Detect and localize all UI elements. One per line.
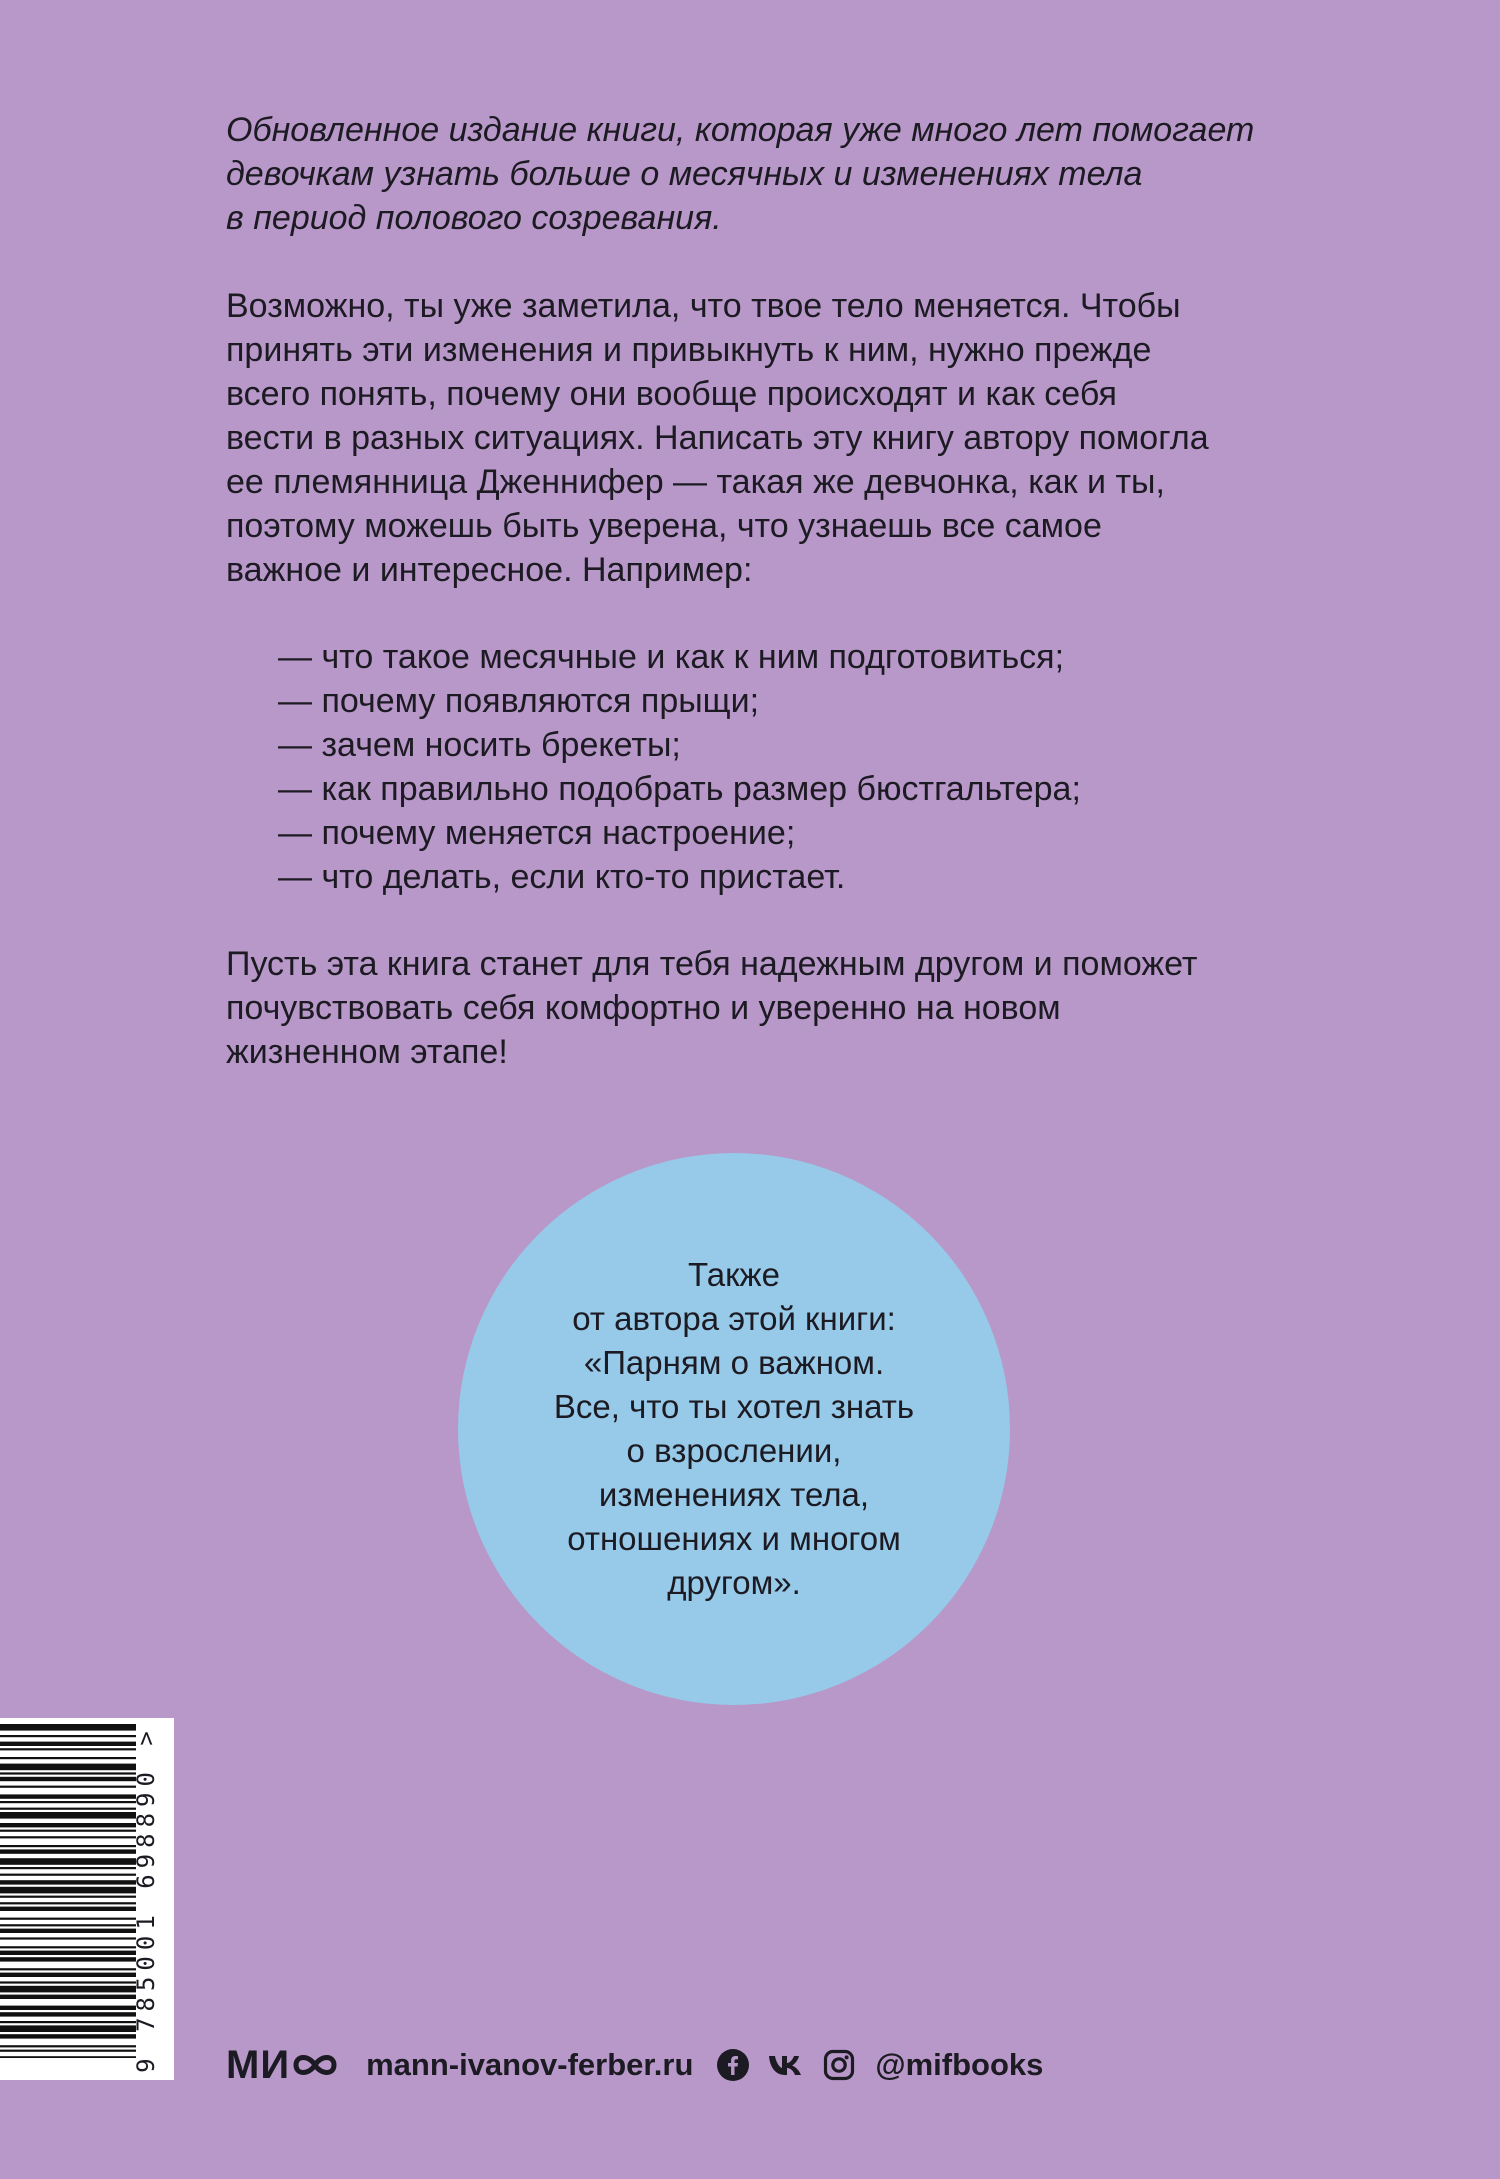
- logo-text: МИ: [226, 2042, 291, 2087]
- barcode-bar: [0, 1845, 136, 1847]
- vk-icon[interactable]: [767, 2053, 805, 2077]
- barcode-bar: [0, 1995, 136, 1999]
- barcode-bar: [0, 1757, 136, 1759]
- lead-line: ее племянница Дженнифер — такая же девчонка, как и ты,: [226, 463, 1165, 501]
- barcode-bar: [0, 1724, 136, 1731]
- barcode-bar: [0, 1748, 136, 1750]
- circle-line: Также: [688, 1256, 780, 1293]
- barcode-bar: [0, 2050, 136, 2052]
- barcode-bar: [0, 1849, 136, 1853]
- barcode-bar: [0, 1902, 136, 1904]
- list-item: — почему появляются прыщи;: [278, 679, 1366, 723]
- barcode-bar: [0, 1981, 136, 1983]
- circle-line: отношениях и многом: [567, 1520, 901, 1557]
- barcode-bar: [0, 1924, 136, 1926]
- barcode-bar: [0, 1937, 136, 1939]
- list-item: — почему меняется настроение;: [278, 811, 1366, 855]
- barcode-bar: [0, 1786, 136, 1788]
- barcode-bar: [0, 1867, 136, 1869]
- intro-line: Обновленное издание книги, которая уже много лет помогает: [226, 111, 1255, 149]
- barcode-bar: [0, 2012, 136, 2016]
- also-by-author-text: [514, 1253, 954, 1605]
- barcode-bar: [0, 1887, 136, 1894]
- closing-line: Пусть эта книга станет для тебя надежным другом и поможет: [226, 945, 1198, 983]
- barcode-bar: [0, 2034, 136, 2038]
- barcode-bar: [0, 1794, 136, 1798]
- barcode-bar: [0, 1772, 136, 1774]
- barcode-bar: [0, 1874, 136, 1876]
- barcode-bar: [0, 1836, 136, 1838]
- closing-line: почувствовать себя комфортно и уверенно на новом: [226, 989, 1061, 1027]
- circle-line: другом».: [667, 1564, 801, 1601]
- closing-line: жизненном этапе!: [226, 1033, 508, 1071]
- barcode-bar: [0, 1880, 136, 1884]
- social-handle[interactable]: @mifbooks: [875, 2047, 1044, 2082]
- barcode-bar: [0, 1777, 136, 1781]
- lead-line: поэтому можешь быть уверена, что узнаешь все самое: [226, 507, 1102, 545]
- isbn-digits: 9 785001 698890 >: [132, 1725, 160, 2073]
- intro-paragraph: [226, 108, 1366, 240]
- publisher-footer: [226, 2043, 1043, 2087]
- barcode-bar: [0, 1858, 136, 1865]
- barcode-bar: [0, 1946, 136, 1948]
- barcode-bar: [0, 1957, 136, 1961]
- barcode-bar: [0, 2045, 136, 2047]
- barcode: [0, 1718, 174, 2080]
- barcode-bar: [0, 1896, 136, 1898]
- barcode-bar: [0, 1764, 136, 1771]
- list-item: — что делать, если кто-то пристает.: [278, 855, 1366, 899]
- circle-line: от автора этой книги:: [572, 1300, 896, 1337]
- barcode-bar: [0, 2056, 136, 2058]
- publisher-logo: [226, 2043, 338, 2088]
- barcode-bar: [0, 1735, 136, 1737]
- barcode-bar: [0, 2025, 136, 2032]
- lead-paragraph: [226, 284, 1366, 592]
- list-item: — зачем носить брекеты;: [278, 723, 1366, 767]
- barcode-bar: [0, 1973, 136, 1977]
- topics-list: [226, 635, 1366, 899]
- barcode-bar: [0, 1823, 136, 1827]
- circle-line: о взрослении,: [626, 1432, 842, 1469]
- infinity-icon: [292, 2052, 338, 2078]
- list-item: — как правильно подобрать размер бюстгальтера;: [278, 767, 1366, 811]
- description-block: [226, 108, 1366, 1074]
- barcode-bar: [0, 1907, 136, 1911]
- lead-line: вести в разных ситуациях. Написать эту книгу автору помогла: [226, 419, 1209, 457]
- circle-line: изменениях тела,: [598, 1476, 870, 1513]
- barcode-bar: [0, 2021, 136, 2023]
- barcode-bar: [0, 1830, 136, 1832]
- barcode-bar: [0, 1808, 136, 1810]
- barcode-bar: [0, 1929, 136, 1933]
- also-by-author-circle: [458, 1153, 1010, 1705]
- barcode-bar: [0, 1986, 136, 1993]
- barcode-bar: [0, 1918, 136, 1920]
- barcode-bar: [0, 1951, 136, 1955]
- intro-line: девочкам узнать больше о месячных и изменениях тела: [226, 155, 1143, 193]
- lead-line: Возможно, ты уже заметила, что твое тело меняется. Чтобы: [226, 287, 1181, 325]
- barcode-bars: [0, 1724, 136, 2058]
- website-link[interactable]: mann-ivanov-ferber.ru: [366, 2047, 694, 2082]
- circle-line: Все, что ты хотел знать: [553, 1388, 915, 1425]
- barcode-bar: [0, 1812, 136, 1819]
- circle-line: «Парням о важном.: [583, 1344, 885, 1381]
- instagram-icon[interactable]: [823, 2049, 855, 2081]
- lead-line: всего понять, почему они вообще происходят и как себя: [226, 375, 1117, 413]
- facebook-icon[interactable]: [717, 2049, 749, 2081]
- barcode-bar: [0, 2006, 136, 2010]
- lead-line: важное и интересное. Например:: [226, 551, 753, 589]
- barcode-bar: [0, 1968, 136, 1970]
- list-item: — что такое месячные и как к ним подготовиться;: [278, 635, 1366, 679]
- barcode-bar: [0, 1801, 136, 1803]
- lead-line: принять эти изменения и привыкнуть к ним, нужно прежде: [226, 331, 1152, 369]
- barcode-bar: [0, 1742, 136, 1746]
- intro-line: в период полового созревания.: [226, 199, 722, 237]
- closing-paragraph: [226, 942, 1366, 1074]
